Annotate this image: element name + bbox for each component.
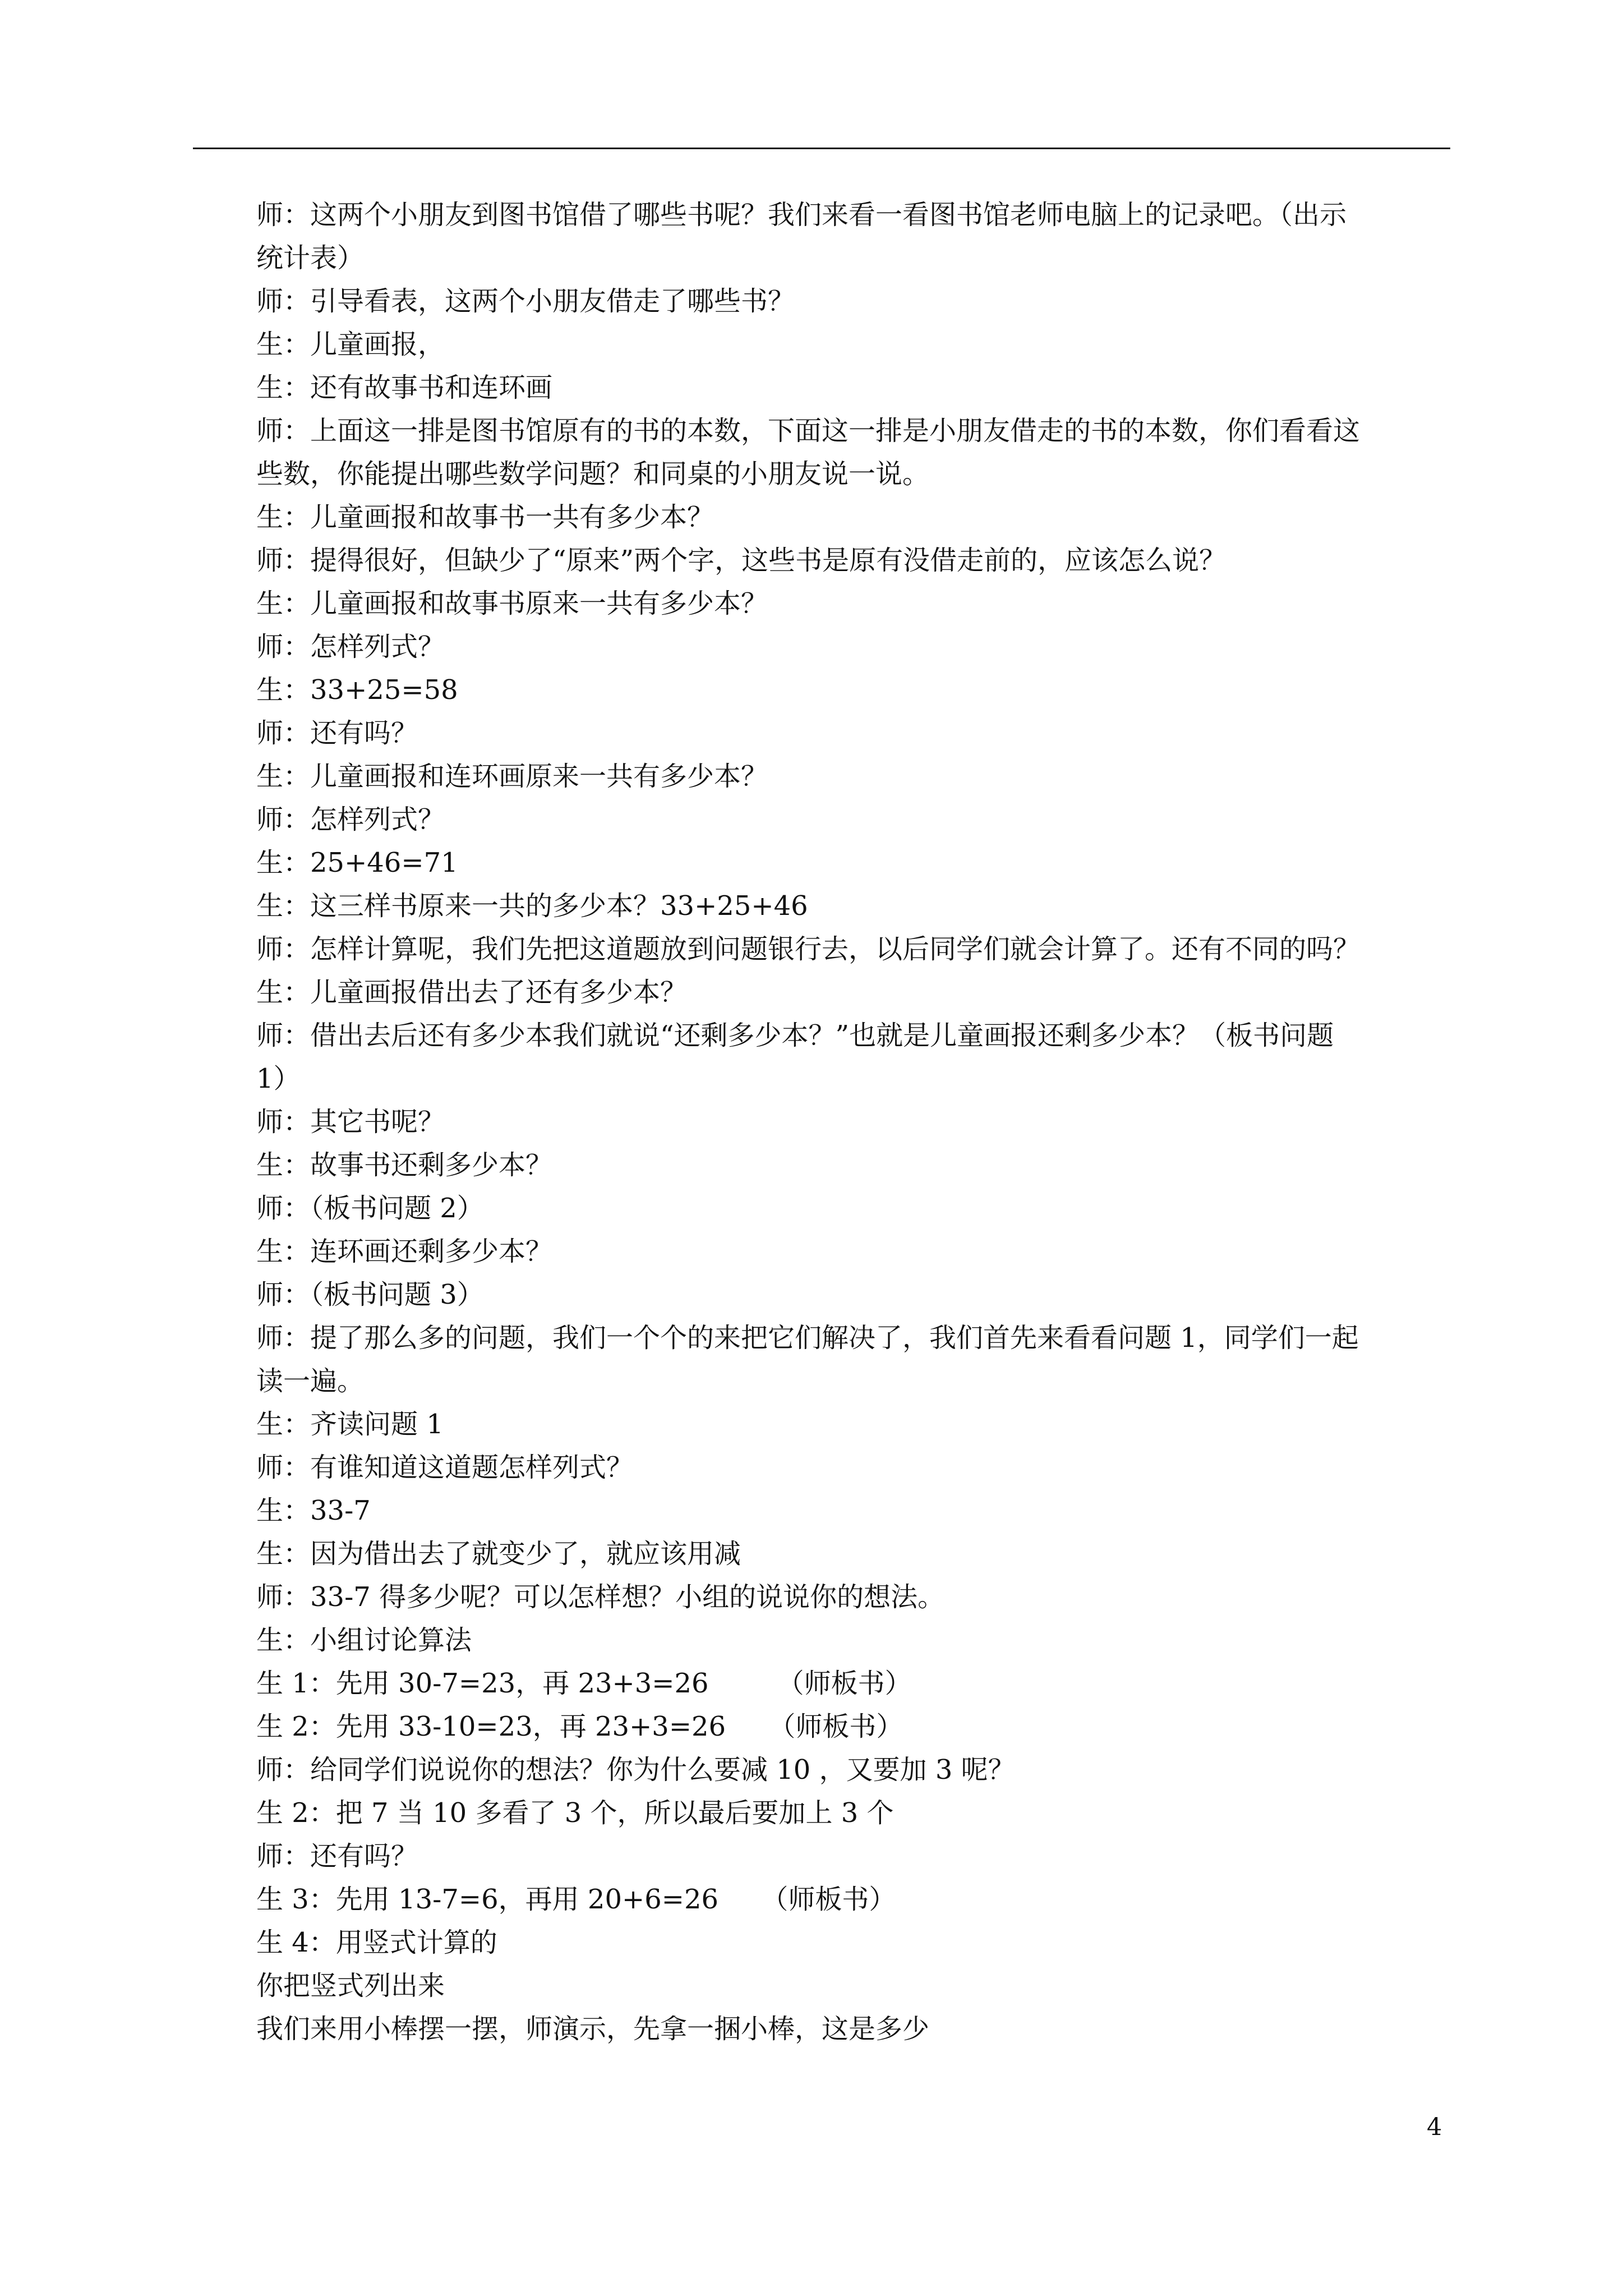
lesson-transcript	[256, 194, 1454, 2051]
transcript-line: 师：还有吗？	[256, 717, 418, 749]
transcript-line: 师：上面这一排是图书馆原有的书的本数，下面这一排是小朋友借走的书的本数，你们看看这	[256, 415, 1361, 447]
transcript-line: 生 2：先用 33-10=23，再 23+3=26 （师板书）	[256, 1711, 903, 1742]
transcript-line: 生：小组讨论算法	[256, 1625, 472, 1656]
transcript-line: 师：提了那么多的问题，我们一个个的来把它们解决了，我们首先来看看问题 1，同学们一起	[256, 1322, 1359, 1354]
transcript-line: 师：怎样列式？	[256, 631, 445, 662]
page-number: 4	[1427, 2113, 1442, 2141]
transcript-line: 你把竖式列出来	[256, 1970, 445, 2001]
transcript-line: 生：因为借出去了就变少了，就应该用减	[256, 1538, 741, 1570]
transcript-line: 生：儿童画报和故事书原来一共有多少本？	[256, 588, 768, 619]
transcript-line: 生：儿童画报借出去了还有多少本？	[256, 977, 688, 1008]
transcript-line: 生：连环画还剩多少本？	[256, 1236, 553, 1267]
transcript-line: 师：借出去后还有多少本我们就说“还剩多少本？”也就是儿童画报还剩多少本？（板书问题	[256, 1020, 1334, 1051]
transcript-line: 生：故事书还剩多少本？	[256, 1149, 553, 1181]
transcript-line: 生 4：用竖式计算的	[256, 1927, 497, 1958]
transcript-line: 师：给同学们说说你的想法？你为什么要减 10 ，又要加 3 呢？	[256, 1754, 1015, 1786]
transcript-line: 生：儿童画报和连环画原来一共有多少本？	[256, 761, 768, 792]
header-rule	[193, 148, 1450, 149]
transcript-line: 师：（板书问题 2）	[256, 1193, 484, 1224]
transcript-line: 生：这三样书原来一共的多少本？33+25+46	[256, 890, 808, 922]
transcript-line: 生 1：先用 30-7=23，再 23+3=26 （师板书）	[256, 1668, 912, 1699]
transcript-line: 生：还有故事书和连环画	[256, 372, 553, 403]
transcript-line: 生 3：先用 13-7=6，再用 20+6=26 （师板书）	[256, 1884, 896, 1915]
transcript-line: 师：（板书问题 3）	[256, 1279, 484, 1310]
transcript-line: 师：有谁知道这道题怎样列式？	[256, 1452, 634, 1483]
transcript-line: 生：25+46=71	[256, 847, 458, 878]
transcript-line: 生：儿童画报，	[256, 329, 445, 360]
transcript-line: 师：还有吗？	[256, 1841, 418, 1872]
transcript-line: 生：33-7	[256, 1495, 371, 1526]
transcript-line: 我们来用小棒摆一摆，师演示，先拿一捆小棒，这是多少	[256, 2013, 930, 2045]
transcript-line: 师：怎样计算呢，我们先把这道题放到问题银行去，以后同学们就会计算了。还有不同的吗？	[256, 933, 1361, 965]
transcript-line: 些数，你能提出哪些数学问题？和同桌的小朋友说一说。	[256, 458, 930, 490]
transcript-line: 统计表）	[256, 242, 365, 274]
transcript-line: 师：其它书呢？	[256, 1106, 445, 1138]
transcript-line: 1）	[256, 1063, 301, 1094]
transcript-line: 师：提得很好，但缺少了“原来”两个字，这些书是原有没借走前的，应该怎么说？	[256, 545, 1227, 576]
transcript-line: 师：引导看表，这两个小朋友借走了哪些书？	[256, 286, 795, 317]
transcript-line: 生：33+25=58	[256, 674, 458, 706]
transcript-line: 读一遍。	[256, 1365, 365, 1397]
transcript-line: 生：儿童画报和故事书一共有多少本？	[256, 501, 714, 533]
transcript-line: 师：这两个小朋友到图书馆借了哪些书呢？我们来看一看图书馆老师电脑上的记录吧。（出示	[256, 199, 1347, 231]
transcript-line: 师：怎样列式？	[256, 804, 445, 835]
transcript-line: 生：齐读问题 1	[256, 1409, 444, 1440]
transcript-line: 生 2：把 7 当 10 多看了 3 个，所以最后要加上 3 个	[256, 1797, 894, 1829]
transcript-line: 师：33-7 得多少呢？可以怎样想？小组的说说你的想法。	[256, 1581, 945, 1613]
